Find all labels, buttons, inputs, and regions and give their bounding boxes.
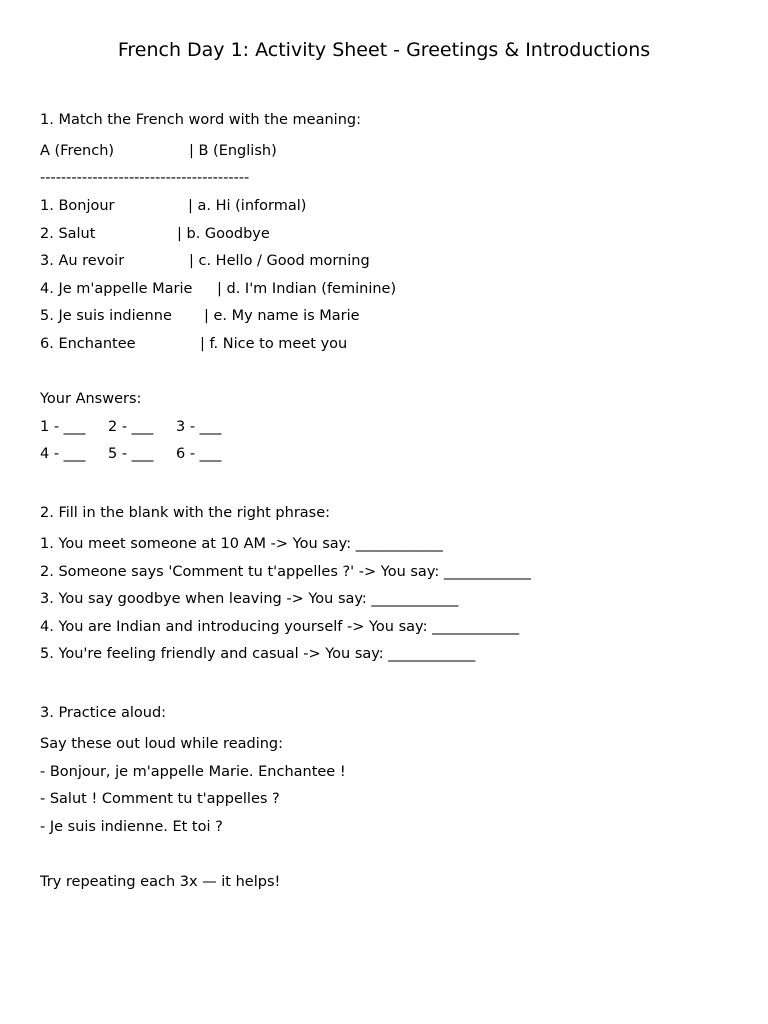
match-english: | e. My name is Marie — [204, 308, 360, 324]
practice-phrase: - Bonjour, je m'appelle Marie. Enchantee ! — [40, 764, 346, 780]
match-french: 2. Salut — [40, 226, 96, 242]
match-french: 6. Enchantee — [40, 336, 136, 352]
match-english: | a. Hi (informal) — [188, 198, 307, 214]
page-title: French Day 1: Activity Sheet - Greetings & Introductions — [117, 39, 651, 61]
fill-in-item: 3. You say goodbye when leaving -> You say: ____________ — [40, 591, 459, 607]
closing-tip: Try repeating each 3x — it helps! — [40, 874, 281, 890]
table-separator: ---------------------------------------- — [40, 170, 250, 186]
column-b-header: | B (English) — [189, 143, 277, 159]
section-3-heading: 3. Practice aloud: — [40, 705, 167, 721]
answer-blank[interactable]: 4 - ___ — [40, 446, 86, 462]
practice-phrase: - Je suis indienne. Et toi ? — [40, 819, 223, 835]
match-french: 1. Bonjour — [40, 198, 115, 214]
fill-in-item: 2. Someone says 'Comment tu t'appelles ?' -> You say: ____________ — [40, 564, 531, 580]
column-a-header: A (French) — [40, 143, 115, 159]
match-english: | d. I'm Indian (feminine) — [217, 281, 397, 297]
answer-blank[interactable]: 1 - ___ — [40, 419, 86, 435]
section-2-heading: 2. Fill in the blank with the right phrase: — [40, 505, 331, 521]
fill-in-item: 4. You are Indian and introducing yourself -> You say: ____________ — [40, 619, 520, 635]
answer-blank[interactable]: 2 - ___ — [108, 419, 154, 435]
section-1-heading: 1. Match the French word with the meaning: — [40, 112, 361, 128]
match-english: | c. Hello / Good morning — [189, 253, 370, 269]
fill-in-item: 1. You meet someone at 10 AM -> You say: ____________ — [40, 536, 443, 552]
fill-in-item: 5. You're feeling friendly and casual -> You say: ____________ — [40, 646, 476, 662]
match-english: | f. Nice to meet you — [200, 336, 348, 352]
match-french: 4. Je m'appelle Marie — [40, 281, 193, 297]
match-english: | b. Goodbye — [177, 226, 270, 242]
practice-intro: Say these out loud while reading: — [40, 736, 284, 752]
answer-blank[interactable]: 6 - ___ — [176, 446, 222, 462]
match-french: 3. Au revoir — [40, 253, 125, 269]
answer-blank[interactable]: 5 - ___ — [108, 446, 154, 462]
answer-blank[interactable]: 3 - ___ — [176, 419, 222, 435]
practice-phrase: - Salut ! Comment tu t'appelles ? — [40, 791, 280, 807]
match-french: 5. Je suis indienne — [40, 308, 172, 324]
answers-label: Your Answers: — [40, 391, 142, 407]
